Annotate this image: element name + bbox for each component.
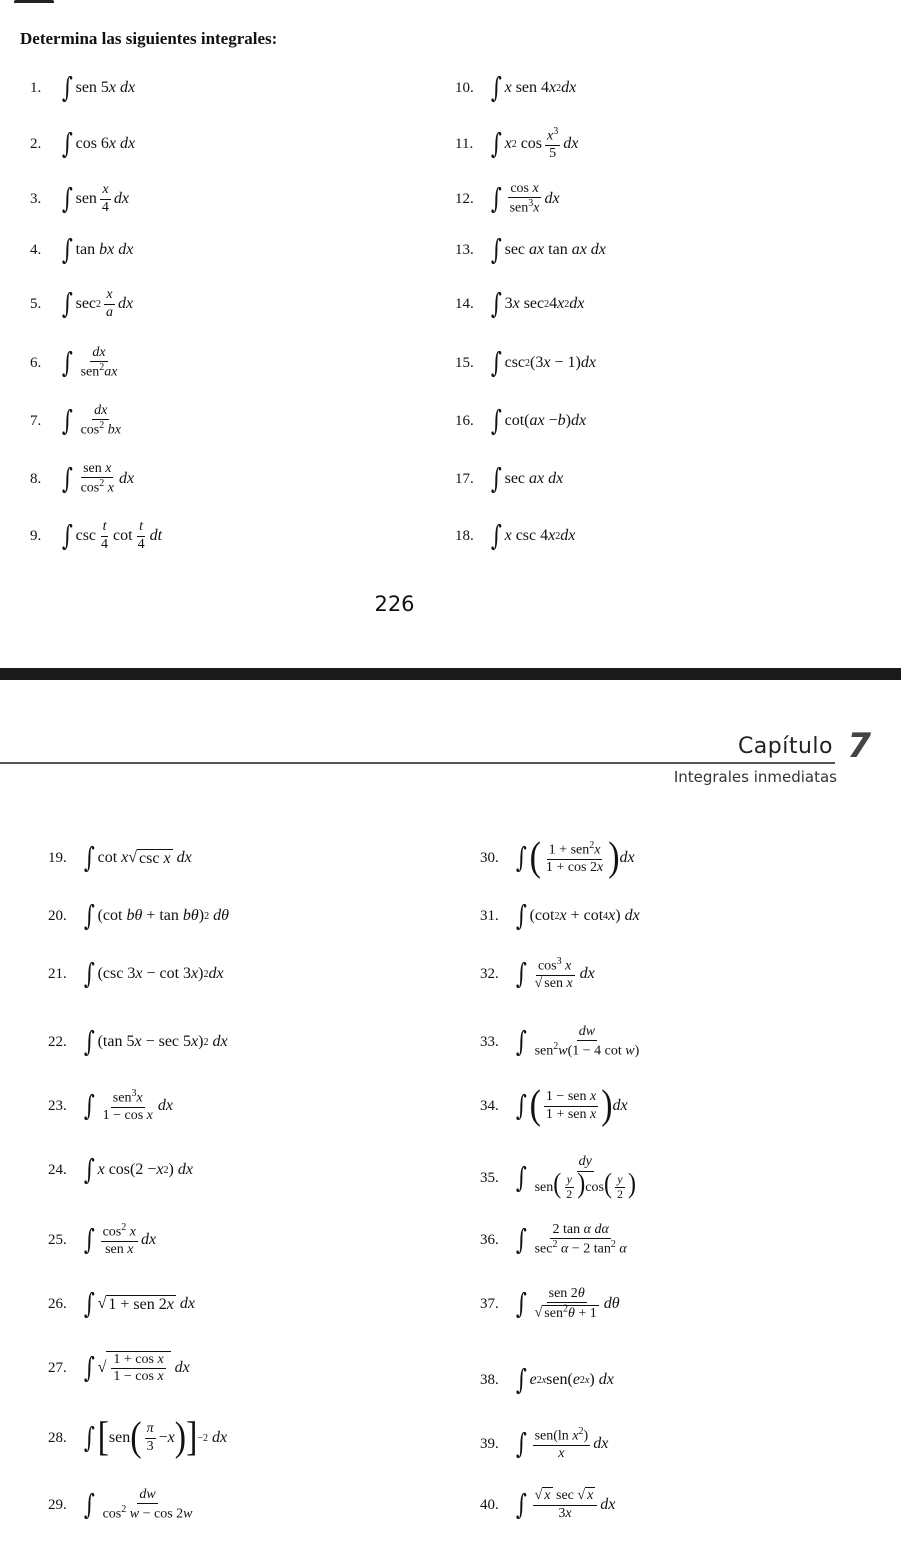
exercise-number: 40. bbox=[480, 1496, 499, 1513]
exercise-number: 23. bbox=[48, 1097, 67, 1114]
exercise-31: 31. ∫ (cot 2 x + cot 4 x ) dx bbox=[480, 899, 640, 932]
exercise-28: 28. ∫ [ sen ( $\frac{\pi}{3}$ − x ) ] −2 dx bbox=[48, 1415, 228, 1460]
exercise-number: 28. bbox=[48, 1429, 67, 1446]
exercise-13: 13. ∫ sec ax tan ax dx bbox=[455, 233, 606, 266]
exercise-37: 37. ∫ $\frac{\text{sen 2θ}}{√ sen^2\theta + 1}$ dθ bbox=[480, 1286, 620, 1321]
exercise-22: 22. ∫ (tan 5 x − sec 5 x ) 2 dx bbox=[48, 1025, 228, 1058]
exercise-21: 21. ∫ (csc 3 x − cot 3 x ) 2 dx bbox=[48, 957, 224, 990]
exercise-20: 20. ∫ (cot bθ + tan bθ ) 2 dθ bbox=[48, 899, 229, 932]
exercise-12: 12. ∫ $\frac{\text{cos x}}{sen^3x}$ dx bbox=[455, 181, 560, 216]
exercise-36: 36. ∫ $\frac{\text{2 tan α dα}}{\sec^2 \alpha - 2 \tan^2 \alpha}$ bbox=[480, 1222, 627, 1257]
exercise-number: 22. bbox=[48, 1033, 67, 1050]
exercise-number: 29. bbox=[48, 1496, 67, 1513]
instruction-text: Determina las siguientes integrales: bbox=[20, 29, 278, 48]
exercise-39: 39. ∫ $\frac{sen(\ln x^2)}{x}$ dx bbox=[480, 1426, 609, 1461]
exercise-18: 18. ∫ x csc 4 x 2 dx bbox=[455, 519, 576, 552]
exercise-30: 30. ∫ ( $\frac{1 + sen^2x}{1 + \cos 2x}$ ) dx bbox=[480, 835, 635, 880]
exercise-4: 4. ∫ tan bx dx bbox=[30, 233, 134, 266]
exercise-9: 9. ∫ csc $\frac{t}{4}$ cot $\frac{t}{4}$ dt bbox=[30, 519, 163, 552]
exercise-16: 16. ∫ cot( ax − b ) dx bbox=[455, 404, 587, 437]
exercise-number: 32. bbox=[480, 965, 499, 982]
exercise-number: 2. bbox=[30, 135, 42, 152]
exercise-23: 23. ∫ $\frac{sen^3x}{\text{1 − cos x}}$ dx bbox=[48, 1088, 173, 1123]
exercise-number: 10. bbox=[455, 79, 474, 96]
exercise-19: 19. ∫ cot x √ csc x dx bbox=[48, 841, 192, 874]
page-divider bbox=[0, 668, 901, 680]
exercise-number: 12. bbox=[455, 190, 474, 207]
exercise-11: 11. ∫ x 2 cos $\frac{x^3}{5}$ dx bbox=[455, 126, 579, 161]
exercise-number: 21. bbox=[48, 965, 67, 982]
exercise-number: 27. bbox=[48, 1359, 67, 1376]
exercise-number: 20. bbox=[48, 907, 67, 924]
exercise-number: 18. bbox=[455, 527, 474, 544]
exercise-17: 17. ∫ sec ax dx bbox=[455, 462, 564, 495]
exercise-number: 26. bbox=[48, 1295, 67, 1312]
exercise-32: 32. ∫ $\frac{\cos^3 x}{\text{√ sen x}}$ dx bbox=[480, 956, 595, 991]
chapter-label: Capítulo bbox=[737, 734, 833, 759]
exercise-7: 7. ∫ $\frac{dx}{\cos^2 bx}$ bbox=[30, 403, 121, 438]
exercise-number: 6. bbox=[30, 354, 42, 371]
exercise-6: 6. ∫ $\frac{dx}{sen^2ax}$ bbox=[30, 345, 118, 380]
exercise-38: 38. ∫ e 2x sen( e 2x ) dx bbox=[480, 1363, 614, 1396]
chapter-subtitle: Integrales inmediatas bbox=[673, 768, 837, 786]
page-number: 226 bbox=[374, 592, 415, 616]
exercise-number: 39. bbox=[480, 1435, 499, 1452]
chapter-rule bbox=[0, 762, 835, 764]
exercise-number: 5. bbox=[30, 295, 42, 312]
exercise-number: 8. bbox=[30, 470, 42, 487]
exercise-number: 11. bbox=[455, 135, 474, 152]
exercise-35: 35. ∫ dy sen( $\frac{y}{2}$ )cos( $\frac{y}{2}$ ) bbox=[480, 1154, 636, 1201]
exercise-number: 16. bbox=[455, 412, 474, 429]
exercise-26: 26. ∫ √ 1 + sen 2x dx bbox=[48, 1287, 195, 1320]
exercise-40: 40. ∫ $\frac{\text{√ x sec √ x}}{3x}$ dx bbox=[480, 1488, 616, 1521]
exercise-2: 2. ∫ cos 6 x dx bbox=[30, 127, 136, 160]
exercise-3: 3. ∫ sen $\frac{x}{4}$ dx bbox=[30, 182, 130, 215]
exercise-29: 29. ∫ $\frac{dw}{\cos^2 w - \cos 2w}$ bbox=[48, 1487, 193, 1522]
exercise-number: 37. bbox=[480, 1295, 499, 1312]
exercise-number: 14. bbox=[455, 295, 474, 312]
exercise-number: 9. bbox=[30, 527, 42, 544]
page-top-edge bbox=[14, 0, 54, 8]
exercise-number: 30. bbox=[480, 849, 499, 866]
exercise-number: 19. bbox=[48, 849, 67, 866]
exercise-number: 15. bbox=[455, 354, 474, 371]
exercise-number: 4. bbox=[30, 241, 42, 258]
exercise-number: 38. bbox=[480, 1371, 499, 1388]
exercise-number: 31. bbox=[480, 907, 499, 924]
exercise-number: 13. bbox=[455, 241, 474, 258]
exercise-5: 5. ∫ sec 2 $\frac{x}{a}$ dx bbox=[30, 287, 134, 320]
exercise-number: 33. bbox=[480, 1033, 499, 1050]
exercise-8: 8. ∫ $\frac{\text{sen x}}{\cos^2 x}$ dx bbox=[30, 461, 135, 496]
chapter-title bbox=[738, 734, 833, 759]
chapter-number: 7 bbox=[847, 726, 871, 766]
exercise-33: 33. ∫ $\frac{dw}{sen^2w(1 - 4 \cot w)}$ bbox=[480, 1024, 640, 1059]
exercise-number: 35. bbox=[480, 1169, 499, 1186]
exercise-34: 34. ∫ ( $\frac{\text{1 − sen x}}{\text{1 + sen x}}$ ) dx bbox=[480, 1083, 628, 1128]
exercise-number: 7. bbox=[30, 412, 42, 429]
exercise-14: 14. ∫ 3 x sec 2 4 x 2 dx bbox=[455, 287, 585, 320]
exercise-number: 36. bbox=[480, 1231, 499, 1248]
exercise-24: 24. ∫ x cos(2 − x 2 ) dx bbox=[48, 1153, 193, 1186]
exercise-number: 24. bbox=[48, 1161, 67, 1178]
exercise-number: 1. bbox=[30, 79, 42, 96]
exercise-1: 1. ∫ sen 5 x dx bbox=[30, 71, 136, 104]
exercise-10: 10. ∫ x sen 4 x 2 dx bbox=[455, 71, 577, 104]
exercise-15: 15. ∫ csc 2 (3 x − 1) dx bbox=[455, 346, 596, 379]
exercise-25: 25. ∫ $\frac{\cos^2 x}{\text{sen x}}$ dx bbox=[48, 1222, 157, 1257]
exercise-number: 25. bbox=[48, 1231, 67, 1248]
exercise-number: 34. bbox=[480, 1097, 499, 1114]
exercise-number: 3. bbox=[30, 190, 42, 207]
exercise-number: 17. bbox=[455, 470, 474, 487]
exercise-27: 27. ∫ √ $\frac{\text{1 + cos x}}{\text{1 − cos x}}$ dx bbox=[48, 1351, 190, 1384]
